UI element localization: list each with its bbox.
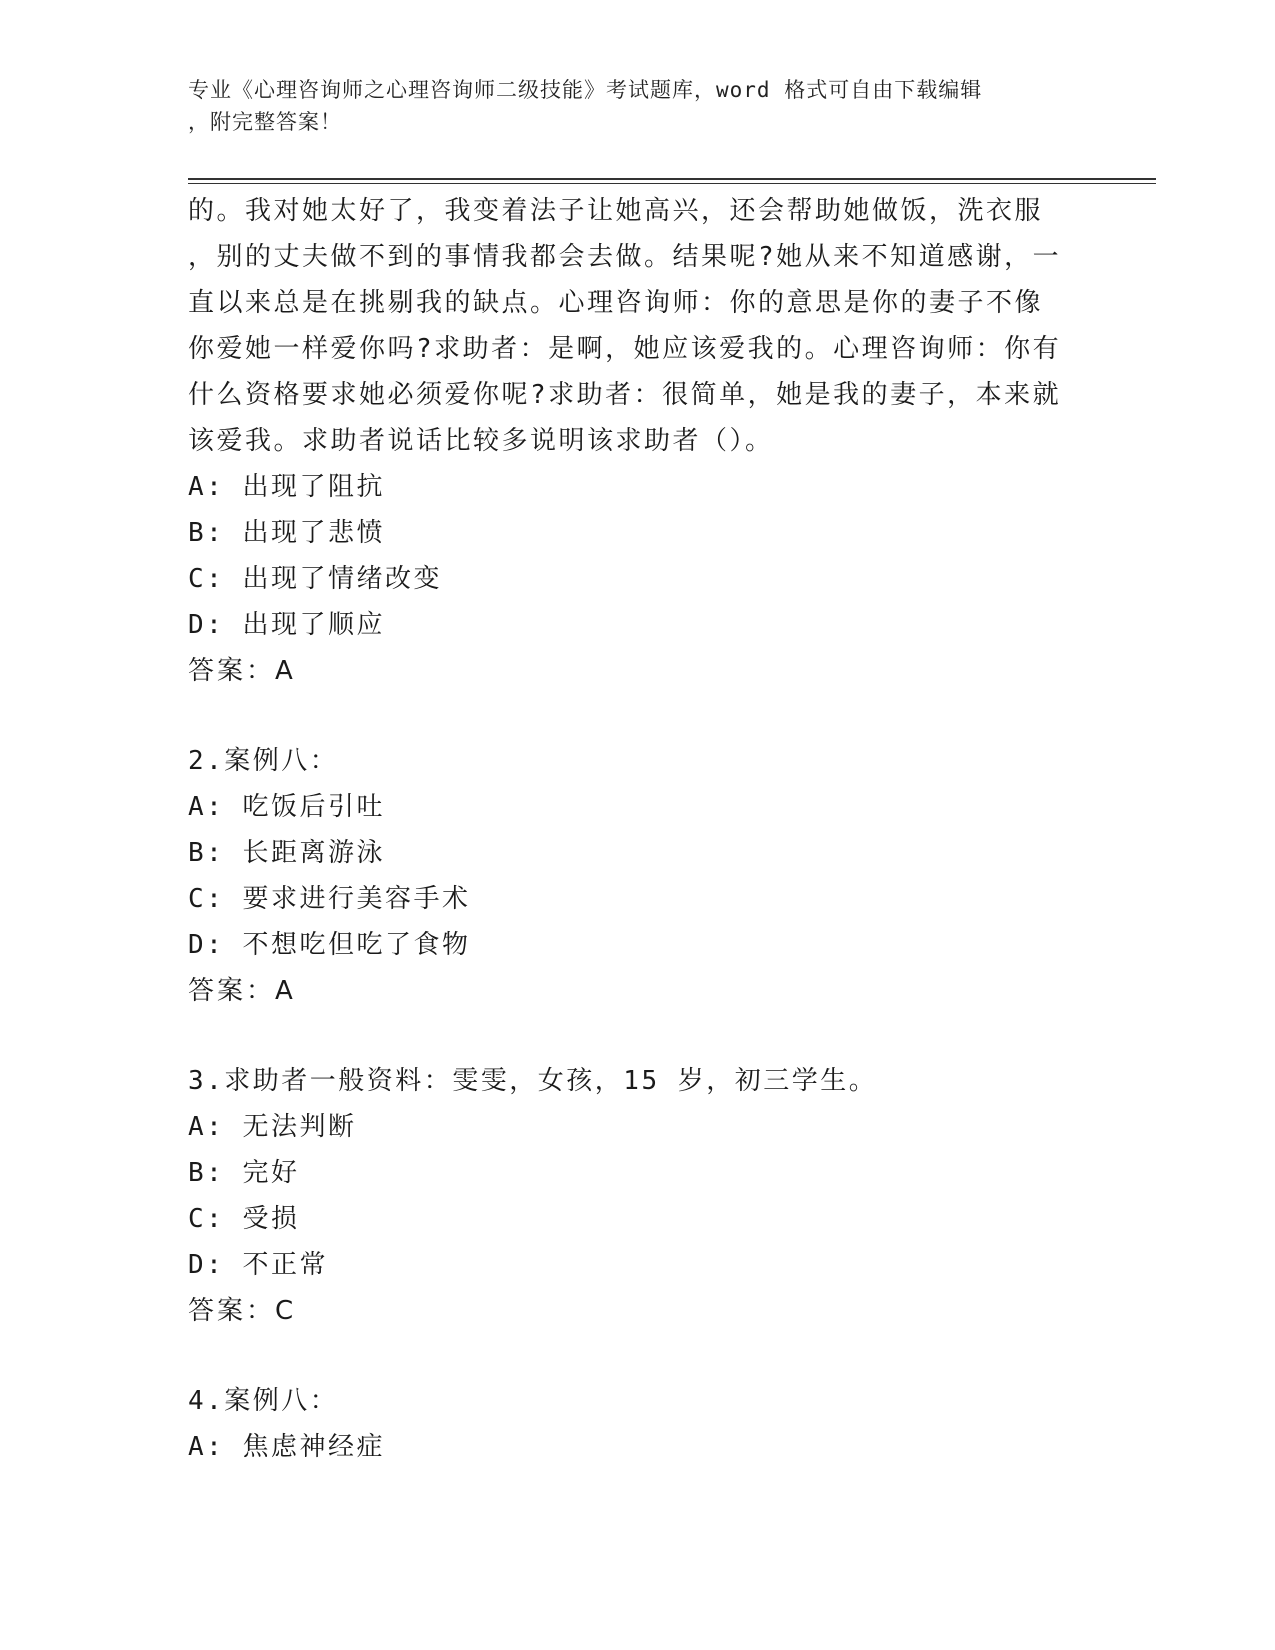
- question-1: [188, 188, 1088, 694]
- option-c: C: 受损: [188, 1204, 300, 1234]
- question-3: [188, 1058, 1088, 1334]
- question-spacer: [188, 1014, 1088, 1058]
- option-c: C: 要求进行美容手术: [188, 884, 471, 914]
- option-a: A: 无法判断: [188, 1112, 357, 1142]
- question-content: [188, 188, 1088, 1470]
- option-a: A: 出现了阻抗: [188, 472, 385, 502]
- option-a: A: 焦虑神经症: [188, 1432, 385, 1462]
- document-header: [188, 74, 1088, 138]
- option-c: C: 出现了情绪改变: [188, 564, 442, 594]
- answer-line: 答案：A: [188, 656, 296, 686]
- option-b: B: 出现了悲愤: [188, 518, 385, 548]
- question-2: [188, 738, 1088, 1014]
- option-d: D: 不想吃但吃了食物: [188, 930, 471, 960]
- question-spacer: [188, 1334, 1088, 1378]
- option-b: B: 完好: [188, 1158, 300, 1188]
- question-stem-line: 的。我对她太好了，我变着法子让她高兴，还会帮助她做饭，洗衣服: [188, 196, 1044, 226]
- answer-line: 答案：A: [188, 976, 296, 1006]
- question-spacer: [188, 694, 1088, 738]
- question-4: [188, 1378, 1088, 1470]
- header-divider-thin: [188, 183, 1156, 184]
- question-stem-line: ，别的丈夫做不到的事情我都会去做。结果呢?她从来不知道感谢，一: [188, 242, 1062, 272]
- option-d: D: 出现了顺应: [188, 610, 385, 640]
- option-b: B: 长距离游泳: [188, 838, 385, 868]
- answer-line: 答案：C: [188, 1296, 297, 1326]
- question-stem-line: 直以来总是在挑剔我的缺点。心理咨询师：你的意思是你的妻子不像: [188, 288, 1044, 318]
- question-stem-line: 该爱我。求助者说话比较多说明该求助者（）。: [188, 426, 774, 456]
- option-d: D: 不正常: [188, 1250, 328, 1280]
- header-divider-thick: [188, 178, 1156, 180]
- question-stem-line: 什么资格要求她必须爱你呢?求助者：很简单，她是我的妻子，本来就: [188, 380, 1062, 410]
- question-stem-line: 你爱她一样爱你吗?求助者：是啊，她应该爱我的。心理咨询师：你有: [188, 334, 1062, 364]
- header-title-line-2: ，附完整答案！: [188, 110, 342, 134]
- question-stem: 4.案例八：: [188, 1386, 339, 1416]
- question-stem: 3.求助者一般资料：雯雯，女孩，15 岁，初三学生。: [188, 1066, 878, 1096]
- option-a: A: 吃饭后引吐: [188, 792, 385, 822]
- header-title-line-1: 专业《心理咨询师之心理咨询师二级技能》考试题库，word 格式可自由下载编辑: [188, 78, 983, 102]
- question-stem: 2.案例八：: [188, 746, 339, 776]
